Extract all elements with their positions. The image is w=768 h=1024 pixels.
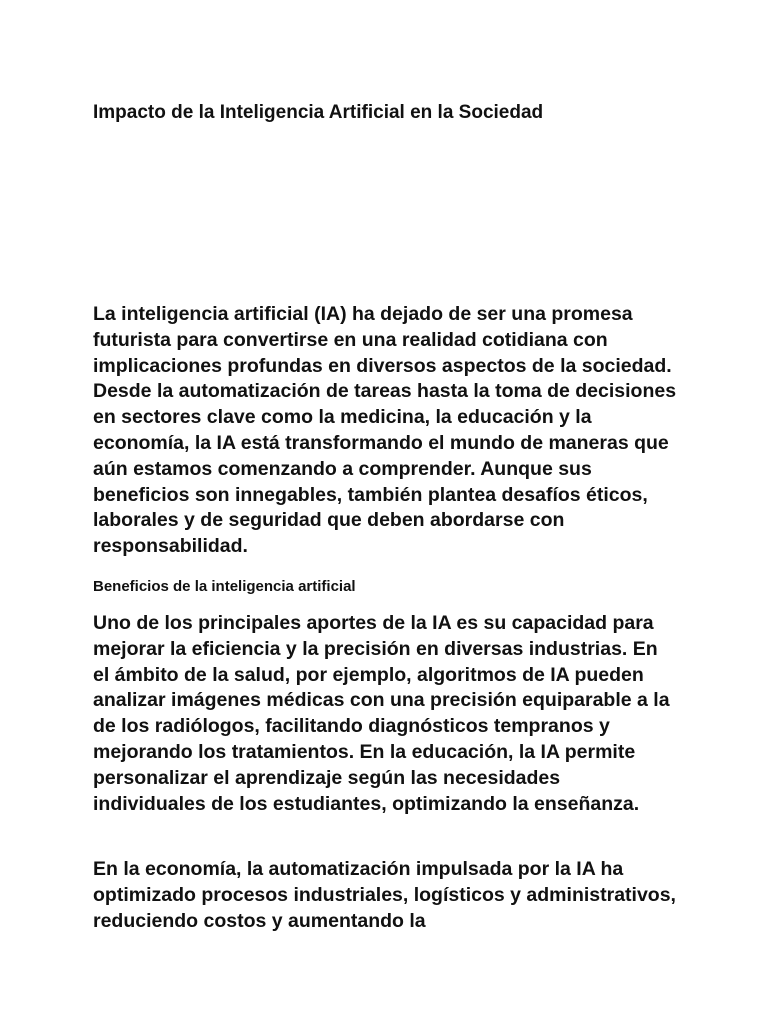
document-title: Impacto de la Inteligencia Artificial en la Sociedad bbox=[93, 102, 544, 123]
section-heading-benefits: Beneficios de la inteligencia artificial bbox=[93, 578, 356, 595]
intro-paragraph: La inteligencia artificial (IA) ha dejado de ser una promesa futurista para convertirse en una realidad cotidiana con implicaciones profundas en diversos aspectos de la sociedad. Desde la automatización de tareas hasta la toma de decisiones en sectores clave como la medicina, la educación y la economía, la IA está transformando el mundo de maneras que aún estamos comenzando a comprender. Aunque sus beneficios son innegables, también plantea desafíos éticos, laborales y de seguridad que deben abordarse con responsabilidad. bbox=[93, 303, 677, 558]
benefits-paragraph-2: En la economía, la automatización impulsada por la IA ha optimizado procesos industriales, logísticos y administrativos, reduciendo costos y aumentando la bbox=[93, 858, 676, 932]
benefits-paragraph-1: Uno de los principales aportes de la IA es su capacidad para mejorar la eficiencia y la precisión en diversas industrias. En el ámbito de la salud, por ejemplo, algoritmos de IA pueden analizar imágenes médicas con una precisión equiparable a la de los radiólogos, facilitando diagnósticos tempranos y mejorando los tratamientos. En la educación, la IA permite personalizar el aprendizaje según las necesidades individuales de los estudiantes, optimizando la enseñanza. bbox=[93, 612, 670, 815]
